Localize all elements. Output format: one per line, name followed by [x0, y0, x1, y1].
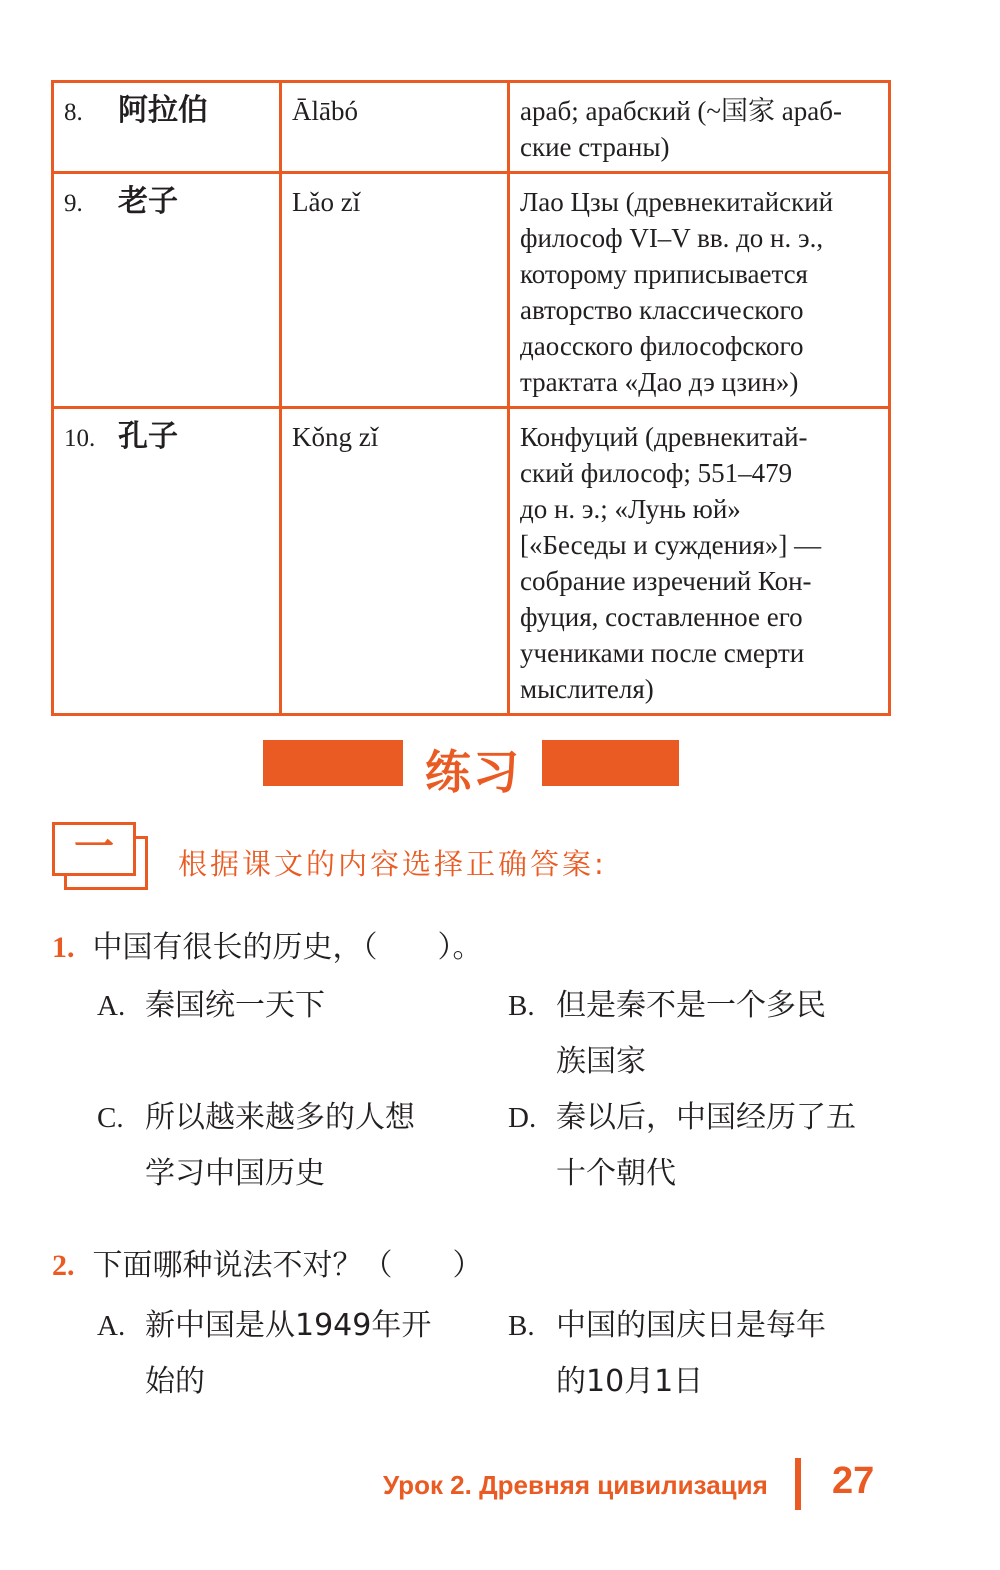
translation-line: до н. э.; «Лунь юй»	[520, 494, 741, 524]
option-letter: A.	[97, 990, 126, 1022]
vocab-word-cell	[53, 82, 281, 173]
translation-line: которому приписывается	[520, 259, 808, 289]
option-text	[556, 1298, 826, 1410]
option-text	[556, 978, 826, 1090]
exercise-instruction: 根据课文的内容选择正确答案:	[178, 847, 607, 881]
vocab-pinyin: Ālābó	[292, 96, 358, 126]
option-line: 秦国统一天下	[145, 988, 325, 1023]
vocab-number: 8.	[64, 99, 83, 126]
translation-line: Конфуций (древнекитай-	[520, 422, 808, 452]
option-line: 新中国是从1949年开	[145, 1308, 432, 1343]
vocab-translation	[520, 419, 878, 707]
translation-line: авторство классического	[520, 295, 804, 325]
heading-bar-right	[542, 740, 679, 786]
translation-line: ские страны)	[520, 132, 670, 162]
option-line: 的10月1日	[556, 1364, 704, 1399]
question	[52, 1240, 483, 1284]
translation-line: ский философ; 551–479	[520, 458, 793, 488]
translation-line: учениками после смерти	[520, 638, 805, 668]
vocab-pinyin-cell	[281, 173, 509, 408]
translation-line: собрание изречений Кон-	[520, 566, 812, 596]
option-letter: B.	[508, 990, 535, 1022]
vocab-number: 10.	[64, 425, 96, 452]
option-letter: A.	[97, 1310, 126, 1342]
vocab-row	[53, 82, 890, 173]
translation-line: фуция, составленное его	[520, 602, 803, 632]
vocab-pinyin: Lǎo zǐ	[292, 187, 361, 217]
translation-line: [«Беседы и суждения»] —	[520, 530, 822, 560]
answer-option[interactable]	[97, 1298, 431, 1410]
answer-option[interactable]	[508, 1298, 826, 1410]
translation-line: даосского философского	[520, 331, 804, 361]
option-text	[145, 1298, 431, 1410]
translation-line: философ VI–V вв. до н. э.,	[520, 223, 824, 253]
exercise-number-badge	[52, 822, 148, 888]
question-text: 下面哪种说法不对？（ ）	[92, 1248, 483, 1283]
vocab-translation-cell	[509, 408, 890, 715]
option-text	[145, 978, 325, 1034]
footer-chapter-title: Урок 2. Древняя цивилизация	[383, 1470, 768, 1500]
vocab-pinyin: Kǒng zǐ	[292, 422, 379, 452]
option-line: 十个朝代	[556, 1156, 676, 1191]
vocab-row	[53, 408, 890, 715]
option-line: 但是秦不是一个多民	[556, 988, 826, 1023]
vocab-number: 9.	[64, 190, 83, 217]
answer-option[interactable]	[97, 978, 325, 1034]
vocab-pinyin-cell	[281, 82, 509, 173]
vocab-word-cell	[53, 173, 281, 408]
vocab-row	[53, 173, 890, 408]
option-line: 学习中国历史	[145, 1156, 325, 1191]
vocab-translation-cell	[509, 173, 890, 408]
vocab-translation	[520, 184, 878, 400]
footer-divider	[795, 1458, 801, 1510]
option-letter: D.	[508, 1102, 537, 1134]
vocab-word-cell	[53, 408, 281, 715]
option-line: 始的	[145, 1364, 205, 1399]
exercise-number: 一	[74, 824, 114, 870]
option-letter: B.	[508, 1310, 535, 1342]
vocab-translation	[520, 93, 878, 165]
badge-front-card	[52, 822, 136, 876]
vocab-translation-cell	[509, 82, 890, 173]
section-heading-text: 练习	[425, 745, 521, 799]
translation-line: араб; арабский (~国家 араб-	[520, 96, 842, 126]
vocab-pinyin-cell	[281, 408, 509, 715]
vocab-hanzi: 孔子	[118, 419, 178, 454]
translation-line: мыслителя)	[520, 674, 654, 704]
vocab-hanzi: 阿拉伯	[118, 93, 208, 128]
answer-option[interactable]	[508, 1090, 856, 1202]
option-text	[145, 1090, 415, 1202]
vocab-hanzi: 老子	[118, 184, 178, 219]
translation-line: Лао Цзы (древнекитайский	[520, 187, 834, 217]
option-text	[556, 1090, 856, 1202]
option-line: 族国家	[556, 1044, 646, 1079]
translation-line: трактата «Дао дэ цзин»)	[520, 367, 799, 397]
section-heading	[263, 740, 679, 799]
question	[52, 922, 483, 966]
answer-option[interactable]	[97, 1090, 415, 1202]
option-line: 秦以后，中国经历了五	[556, 1100, 856, 1135]
option-line: 所以越来越多的人想	[145, 1100, 415, 1135]
page-number: 27	[832, 1460, 875, 1502]
option-letter: C.	[97, 1102, 124, 1134]
question-text: 中国有很长的历史，（ ）。	[92, 930, 483, 965]
heading-bar-left	[263, 740, 403, 786]
question-number: 2.	[52, 1249, 75, 1282]
question-number: 1.	[52, 931, 75, 964]
vocabulary-table	[51, 80, 891, 716]
option-line: 中国的国庆日是每年	[556, 1308, 826, 1343]
answer-option[interactable]	[508, 978, 826, 1090]
